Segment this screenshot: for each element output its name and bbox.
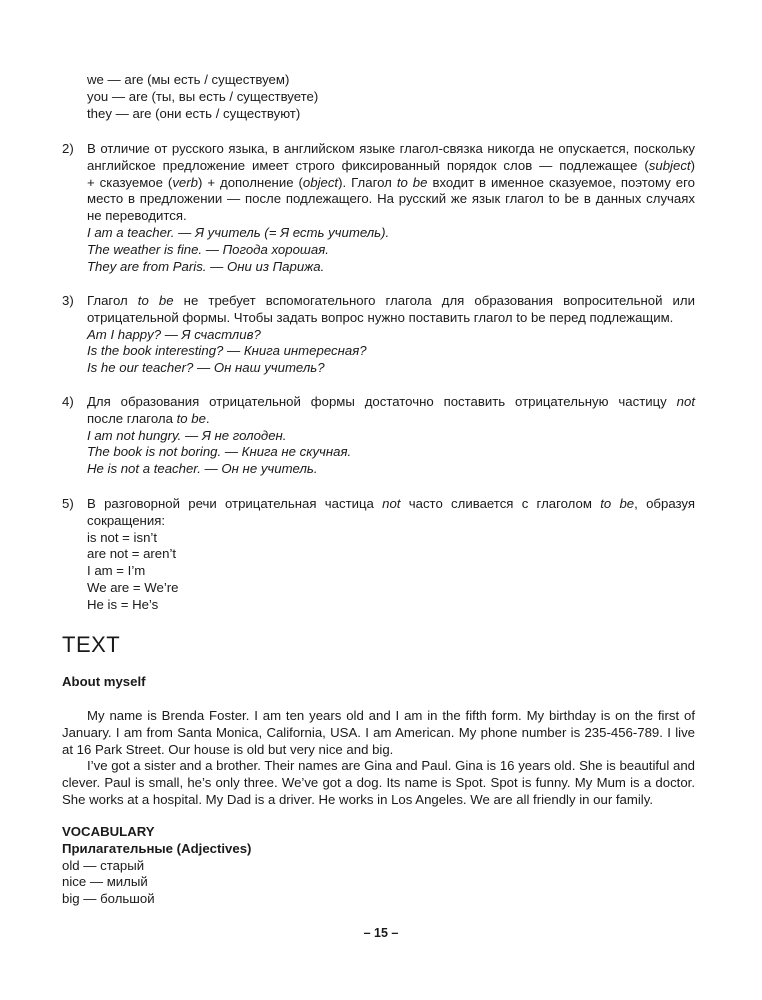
example-line: Is the book interesting? — Книга интересная? xyxy=(87,343,367,359)
top-lines xyxy=(87,72,707,122)
text-line: Для образования отрицательной формы достаточно поставить отрицательную частицу not xyxy=(87,394,695,409)
example-line: I am not hungry. — Я не голоден. xyxy=(87,427,287,443)
item-body xyxy=(87,141,695,275)
example-line: They are from Paris. — Они из Парижа. xyxy=(87,258,325,274)
contraction-line: He is = He’s xyxy=(87,596,159,612)
contraction-line: are not = aren’t xyxy=(87,546,177,562)
section-heading: TEXT xyxy=(62,632,121,657)
text-title: About myself xyxy=(62,674,146,689)
text-line: Глагол to be не требует вспомогательного глагола для образования вопросительной или xyxy=(87,293,695,308)
item-number: 2) xyxy=(62,141,74,156)
example-line: Am I happy? — Я счастлив? xyxy=(87,326,261,342)
vocabulary-word: old — старый xyxy=(62,857,145,873)
vocabulary-title: VOCABULARY xyxy=(62,824,155,839)
text-line: I’ve got a sister and a brother. Their names are Gina and Paul. Gina is 16 years old. She is beautiful and xyxy=(87,758,695,773)
item-body xyxy=(87,496,695,614)
example-line: The weather is fine. — Погода хорошая. xyxy=(87,241,329,257)
text-line: you — are (ты, вы есть / существуете) xyxy=(87,88,319,104)
text-line: January. I am from Santa Monica, California, USA. I am American. My phone number is 235-456-789. I live xyxy=(62,724,695,740)
text-line: после глагола to be. xyxy=(87,410,210,426)
page-number: – 15 – xyxy=(363,926,399,940)
paragraph-1 xyxy=(62,708,695,758)
text-line: we — are (мы есть / существуем) xyxy=(87,72,290,87)
text-line: + сказуемое (verb) + дополнение (object). Глагол to be входит в именное сказуемое, поэтому его xyxy=(87,174,695,190)
example-line: The book is not boring. — Книга не скучная. xyxy=(87,444,352,460)
text-line: В разговорной речи отрицательная частица not часто сливается с глаголом to be, образуя xyxy=(87,496,695,511)
item-number: 5) xyxy=(62,496,74,511)
vocabulary-subtitle: Прилагательные (Adjectives) xyxy=(62,840,252,856)
text-line: место в предложении — после подлежащего. На русский же язык глагол to be в данных случаях xyxy=(87,191,695,207)
vocabulary-section xyxy=(62,824,251,908)
vocabulary-word: big — большой xyxy=(62,891,155,907)
example-line: He is not a teacher. — Он не учитель. xyxy=(87,461,318,477)
text-line: отрицательной формы. Чтобы задать вопрос нужно поставить глагол to be перед подлежащим. xyxy=(87,309,674,325)
text-line: В отличие от русского языка, в английском языке глагол-связка никогда не опускается, поскольку xyxy=(87,141,695,156)
contraction-line: is not = isn’t xyxy=(87,529,158,545)
example-line: Is he our teacher? — Он наш учитель? xyxy=(87,360,325,376)
item-body xyxy=(87,394,695,478)
text-line: не переводится. xyxy=(87,208,187,224)
paragraph-2 xyxy=(62,758,695,808)
contraction-line: We are = We’re xyxy=(87,579,179,595)
item-body xyxy=(87,293,695,377)
text-line: at 16 Park Street. Our house is old but very nice and big. xyxy=(62,741,394,757)
vocabulary-word: nice — милый xyxy=(62,874,148,890)
text-line: сокращения: xyxy=(87,512,166,528)
item-number: 3) xyxy=(62,293,74,308)
text-line: they — are (они есть / существуют) xyxy=(87,105,301,121)
example-line: I am a teacher. — Я учитель (= Я есть учитель). xyxy=(87,224,390,240)
contraction-line: I am = I’m xyxy=(87,563,146,579)
text-line: clever. Paul is small, he’s only three. We’ve got a dog. Its name is Spot. Spot is funny. My Mum is a doctor. xyxy=(62,774,695,790)
item-number: 4) xyxy=(62,394,74,409)
text-line: She works at a hospital. My Dad is a driver. He works in Los Angeles. We are all friendly in our family. xyxy=(62,791,654,807)
text-line: английское предложение имеет строго фиксированный порядок слов — подлежащее (subject) xyxy=(87,157,695,173)
text-line: My name is Brenda Foster. I am ten years old and I am in the fifth form. My birthday is on the first of xyxy=(87,708,695,723)
